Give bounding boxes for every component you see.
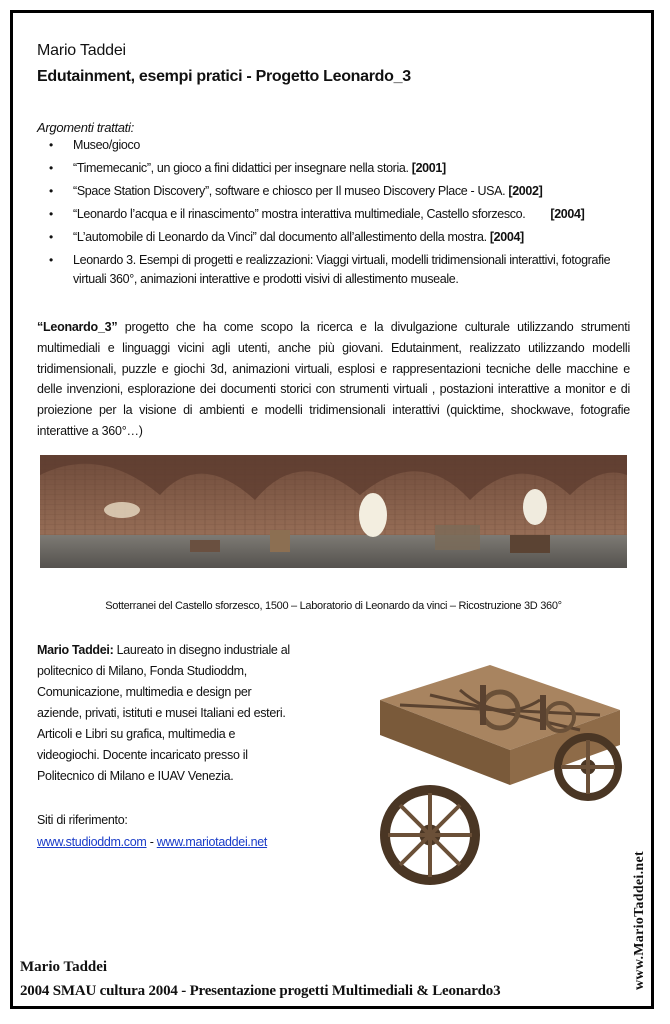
references-label: Siti di riferimento: bbox=[37, 813, 128, 827]
panorama-image bbox=[40, 455, 627, 568]
studioddm-link[interactable]: www.studioddm.com bbox=[37, 835, 147, 849]
bio-name: Mario Taddei: bbox=[37, 643, 114, 657]
footer-event: 2004 SMAU cultura 2004 - Presentazione progetti Multimediali & Leonardo3 bbox=[20, 983, 501, 999]
intro-paragraph: “Leonardo_3” progetto che ha come scopo la ricerca e la divulgazione culturale utilizzando strumenti multimediali e linguaggi vicini agli utenti, anche più giovani. Edutainment, realizzato utilizzando modelli tridimensionali, puzzle e giochi 3d, animazioni virtuali, esplosi e rappresentazioni tecniche delle macchine e delle invenzioni, esplorazione dei documenti storici con strumenti virtuali , postazioni interattive a monitor e di proiezione per la visione di ambienti e modelli tridimensionali interattivi (quicktime, shockwave, fotografie interattive a 360°…) bbox=[37, 320, 630, 438]
topics-list bbox=[37, 136, 627, 293]
panorama-caption: Sotterranei del Castello sforzesco, 1500 – Laboratorio di Leonardo da vinci – Ricostruzione 3D 360° bbox=[105, 600, 562, 612]
leonardo-cart-image bbox=[340, 655, 625, 910]
intro-lead: “Leonardo_3” bbox=[37, 320, 118, 334]
list-item: • “Timemecanic”, un gioco a fini didattici per insegnare nella storia. [2001] bbox=[37, 159, 627, 178]
vertical-website: www.MarioTaddei.net bbox=[632, 851, 647, 990]
header-author: Mario Taddei bbox=[37, 42, 126, 59]
year-tag: [2004] bbox=[550, 207, 585, 221]
topics-heading: Argomenti trattati: bbox=[37, 120, 134, 135]
mariotaddei-link[interactable]: www.mariotaddei.net bbox=[156, 835, 268, 849]
list-item: • Leonardo 3. Esempi di progetti e realizzazioni: Viaggi virtuali, modelli tridimensionali interattivi, fotografie virtuali 360°, animazioni interattive e prodotti visivi di allestimento museale. bbox=[37, 251, 627, 289]
list-item: • “L’automobile di Leonardo da Vinci” dal documento all’allestimento della mostra. [2004] bbox=[37, 228, 627, 247]
year-tag: [2004] bbox=[489, 230, 524, 244]
references-links: www.studioddm.com - www.mariotaddei.net bbox=[37, 835, 268, 849]
list-item: • “Leonardo l’acqua e il rinascimento” mostra interattiva multimediale, Castello sforzesco. [2004] bbox=[37, 205, 627, 224]
list-item: • Museo/gioco bbox=[37, 136, 627, 155]
year-tag: [2001] bbox=[411, 161, 446, 175]
page-title: Edutainment, esempi pratici - Progetto Leonardo_3 bbox=[37, 68, 411, 85]
bio-paragraph: Mario Taddei: Laureato in disegno industriale al politecnico di Milano, Fonda Studioddm, Comunicazione, multimedia e design per aziende, privati, istituti e musei Italiani ed esteri. Articoli e Libri su grafica, multimedia e videogiochi. Docente incaricato presso il Politecnico di Milano e IUAV Venezia. bbox=[37, 643, 290, 783]
list-item: • “Space Station Discovery”, software e chiosco per Il museo Discovery Place - USA. [2002] bbox=[37, 182, 627, 201]
footer-author: Mario Taddei bbox=[20, 959, 108, 975]
year-tag: [2002] bbox=[508, 184, 543, 198]
